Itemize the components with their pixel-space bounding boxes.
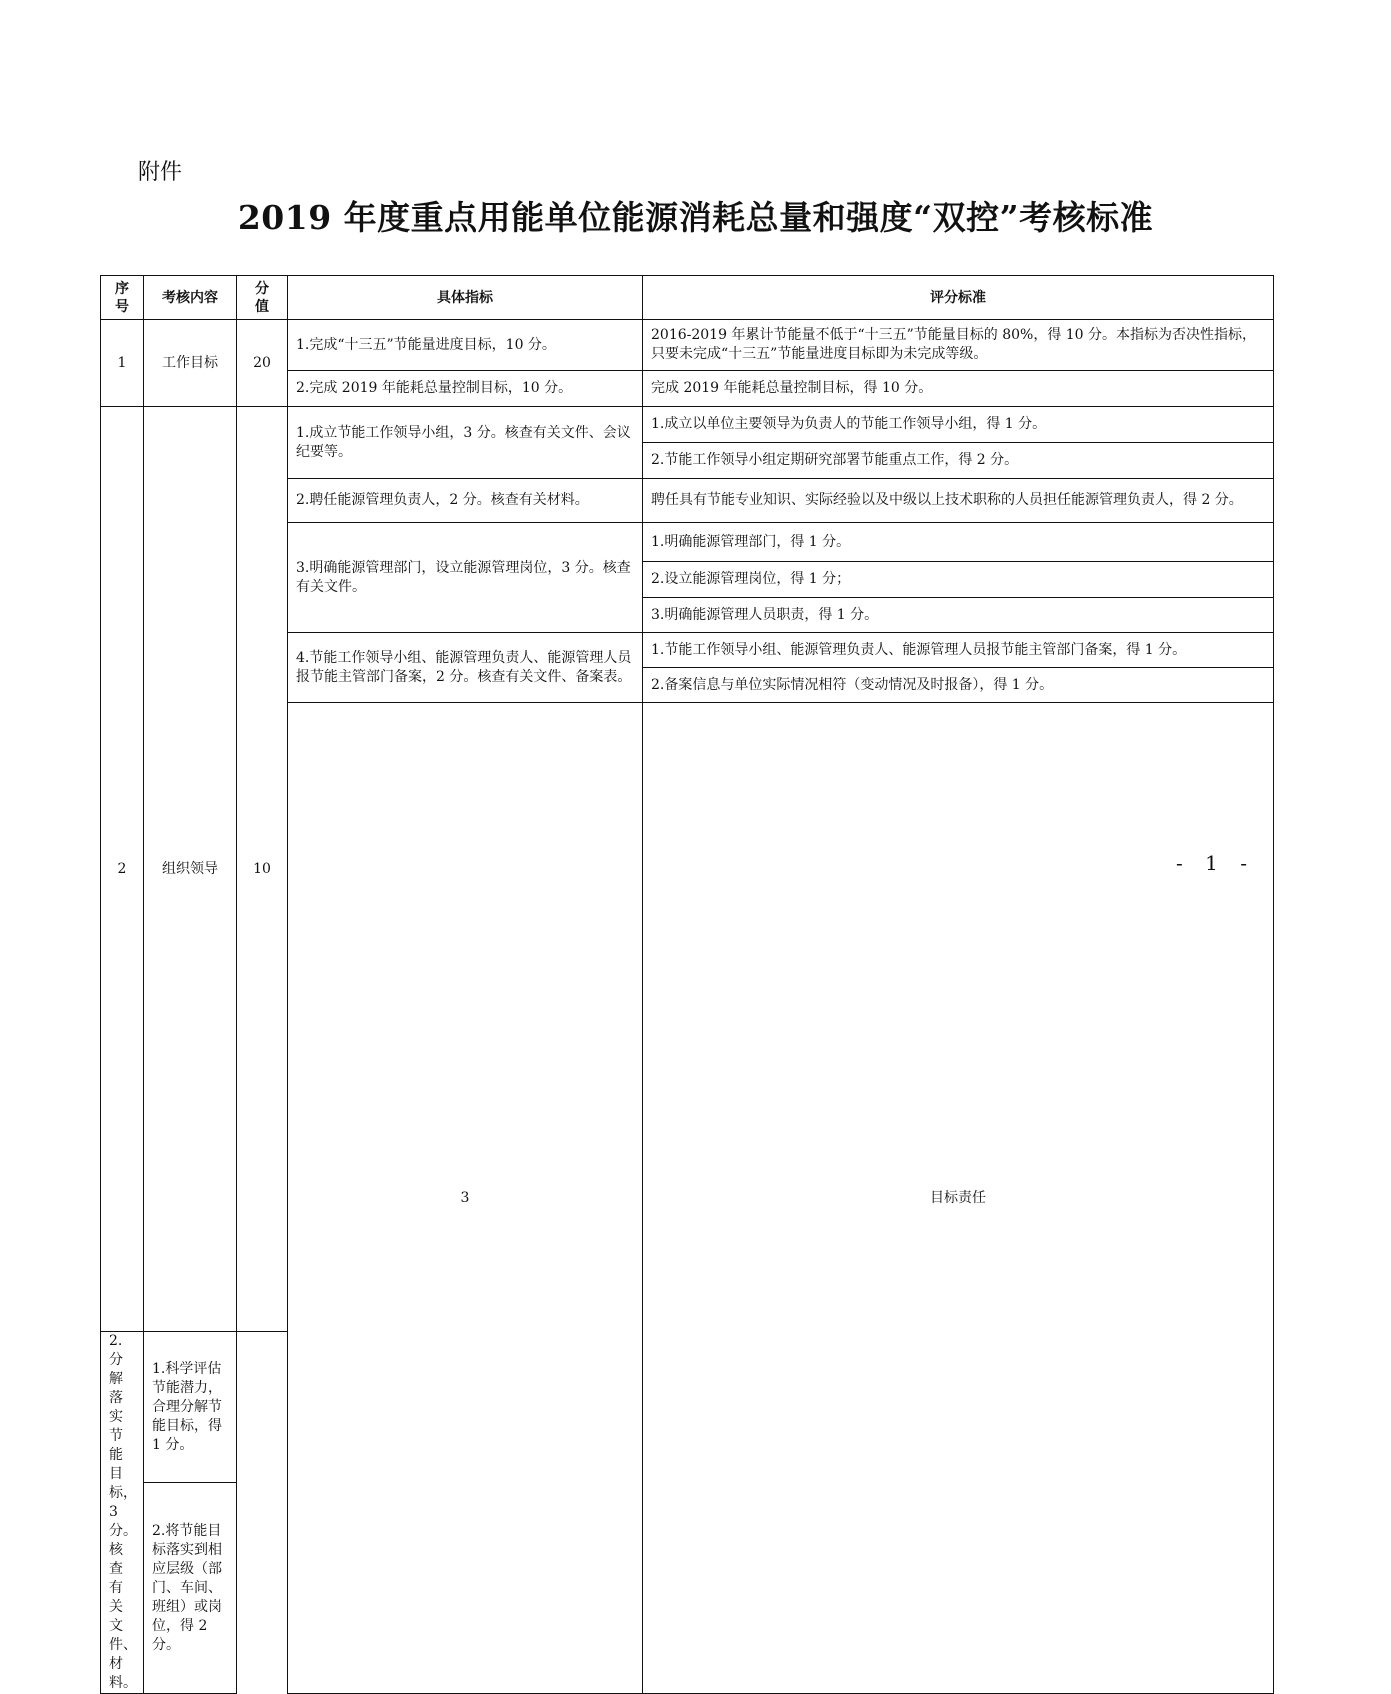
criteria-cell: 完成 2019 年能耗总量控制目标，得 10 分。 bbox=[643, 371, 1274, 407]
criteria-cell: 2.设立能源管理岗位，得 1 分； bbox=[643, 562, 1274, 598]
section-content: 目标责任 bbox=[643, 703, 1274, 1694]
criteria-cell: 2.节能工作领导小组定期研究部署节能重点工作，得 2 分。 bbox=[643, 443, 1274, 479]
header-indicator: 具体指标 bbox=[288, 276, 643, 320]
criteria-cell: 3.明确能源管理人员职责，得 1 分。 bbox=[643, 598, 1274, 633]
header-criteria: 评分标准 bbox=[643, 276, 1274, 320]
indicator-cell: 3.明确能源管理部门，设立能源管理岗位，3 分。核查有关文件。 bbox=[288, 523, 643, 633]
indicator-cell: 2.聘任能源管理负责人，2 分。核查有关材料。 bbox=[288, 479, 643, 523]
table-row bbox=[101, 407, 1274, 443]
criteria-cell: 1.明确能源管理部门，得 1 分。 bbox=[643, 523, 1274, 562]
section-content: 工作目标 bbox=[144, 320, 237, 407]
indicator-cell: 2.分解落实节能目标，3 分。核查有关文件、材料。 bbox=[101, 1332, 144, 1694]
criteria-cell: 1.科学评估节能潜力，合理分解节能目标，得 1 分。 bbox=[144, 1332, 237, 1483]
assessment-table bbox=[100, 275, 1274, 1694]
indicator-cell: 4.节能工作领导小组、能源管理负责人、能源管理人员报节能主管部门备案，2 分。核查有关文件、备案表。 bbox=[288, 633, 643, 703]
section-content: 组织领导 bbox=[144, 407, 237, 1332]
page-number: - 1 - bbox=[1176, 851, 1255, 875]
criteria-cell: 1.节能工作领导小组、能源管理负责人、能源管理人员报节能主管部门备案，得 1 分。 bbox=[643, 633, 1274, 668]
table-row bbox=[101, 320, 1274, 371]
indicator-cell: 1.成立节能工作领导小组，3 分。核查有关文件、会议纪要等。 bbox=[288, 407, 643, 479]
section-no: 1 bbox=[101, 320, 144, 407]
header-content: 考核内容 bbox=[144, 276, 237, 320]
header-score: 分值 bbox=[237, 276, 288, 320]
document-title: 2019 年度重点用能单位能源消耗总量和强度“双控”考核标准 bbox=[237, 198, 1154, 237]
section-score: 10 bbox=[237, 407, 288, 1332]
table-header-row bbox=[101, 276, 1274, 320]
criteria-cell: 聘任具有节能专业知识、实际经验以及中级以上技术职称的人员担任能源管理负责人，得 2 分。 bbox=[643, 479, 1274, 523]
criteria-cell: 2.备案信息与单位实际情况相符（变动情况及时报备），得 1 分。 bbox=[643, 668, 1274, 703]
criteria-cell: 2016-2019 年累计节能量不低于“十三五”节能量目标的 80%，得 10 分。本指标为否决性指标，只要未完成“十三五”节能量进度目标即为未完成等级。 bbox=[643, 320, 1274, 371]
section-score: 20 bbox=[237, 320, 288, 407]
criteria-cell: 1.成立以单位主要领导为负责人的节能工作领导小组，得 1 分。 bbox=[643, 407, 1274, 443]
section-no: 2 bbox=[101, 407, 144, 1332]
attachment-label: 附件 bbox=[138, 160, 183, 185]
indicator-cell: 1.完成“十三五”节能量进度目标，10 分。 bbox=[288, 320, 643, 371]
section-no: 3 bbox=[288, 703, 643, 1694]
header-no: 序号 bbox=[101, 276, 144, 320]
indicator-cell: 2.完成 2019 年能耗总量控制目标，10 分。 bbox=[288, 371, 643, 407]
criteria-cell: 2.将节能目标落实到相应层级（部门、车间、班组）或岗位，得 2 分。 bbox=[144, 1483, 237, 1694]
